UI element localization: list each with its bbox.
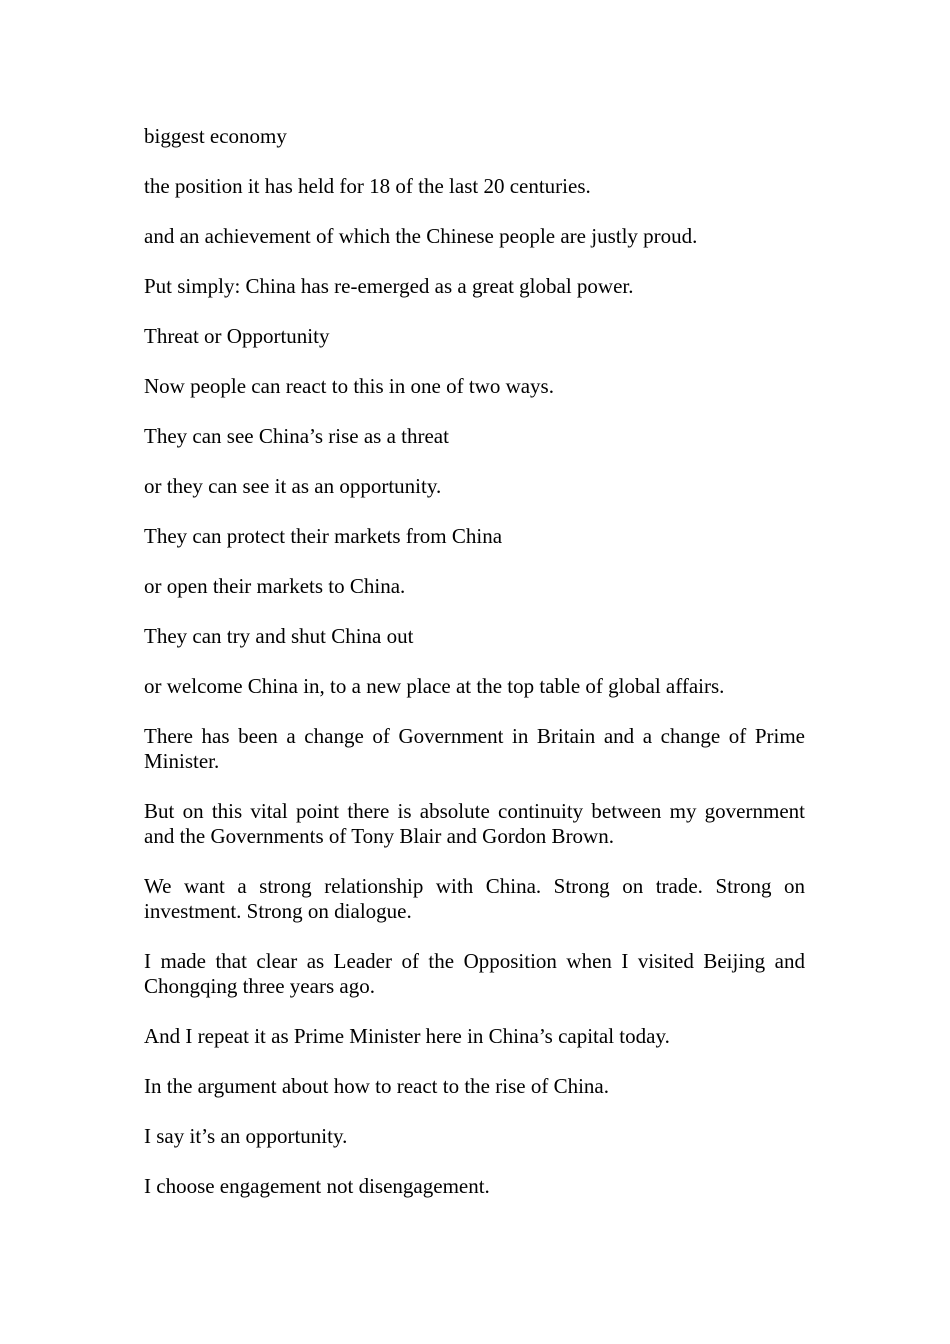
section-heading: Threat or Opportunity [144,324,330,348]
paragraph: I say it’s an opportunity. [144,1124,348,1148]
paragraph: Now people can react to this in one of two ways. [144,374,554,398]
paragraph: I choose engagement not disengagement. [144,1174,490,1198]
paragraph: or open their markets to China. [144,574,406,598]
paragraph: We want a strong relationship with China. Strong on trade. Strong on investment. Strong on dialogue. [144,874,805,923]
paragraph: They can protect their markets from China [144,524,503,548]
paragraph: They can try and shut China out [144,624,414,648]
paragraph: In the argument about how to react to the rise of China. [144,1074,609,1098]
paragraph: There has been a change of Government in Britain and a change of Prime Minister. [144,724,805,773]
paragraph: Put simply: China has re-emerged as a great global power. [144,274,634,298]
paragraph: biggest economy [144,124,287,148]
paragraph: They can see China’s rise as a threat [144,424,449,448]
document-body [144,124,805,1224]
paragraph: or they can see it as an opportunity. [144,474,442,498]
paragraph: the position it has held for 18 of the last 20 centuries. [144,174,591,198]
paragraph: But on this vital point there is absolute continuity between my government and the Governments of Tony Blair and Gordon Brown. [144,799,805,848]
paragraph: I made that clear as Leader of the Opposition when I visited Beijing and Chongqing three years ago. [144,949,805,998]
paragraph: And I repeat it as Prime Minister here in China’s capital today. [144,1024,670,1048]
paragraph: or welcome China in, to a new place at the top table of global affairs. [144,674,725,698]
paragraph: and an achievement of which the Chinese people are justly proud. [144,224,698,248]
